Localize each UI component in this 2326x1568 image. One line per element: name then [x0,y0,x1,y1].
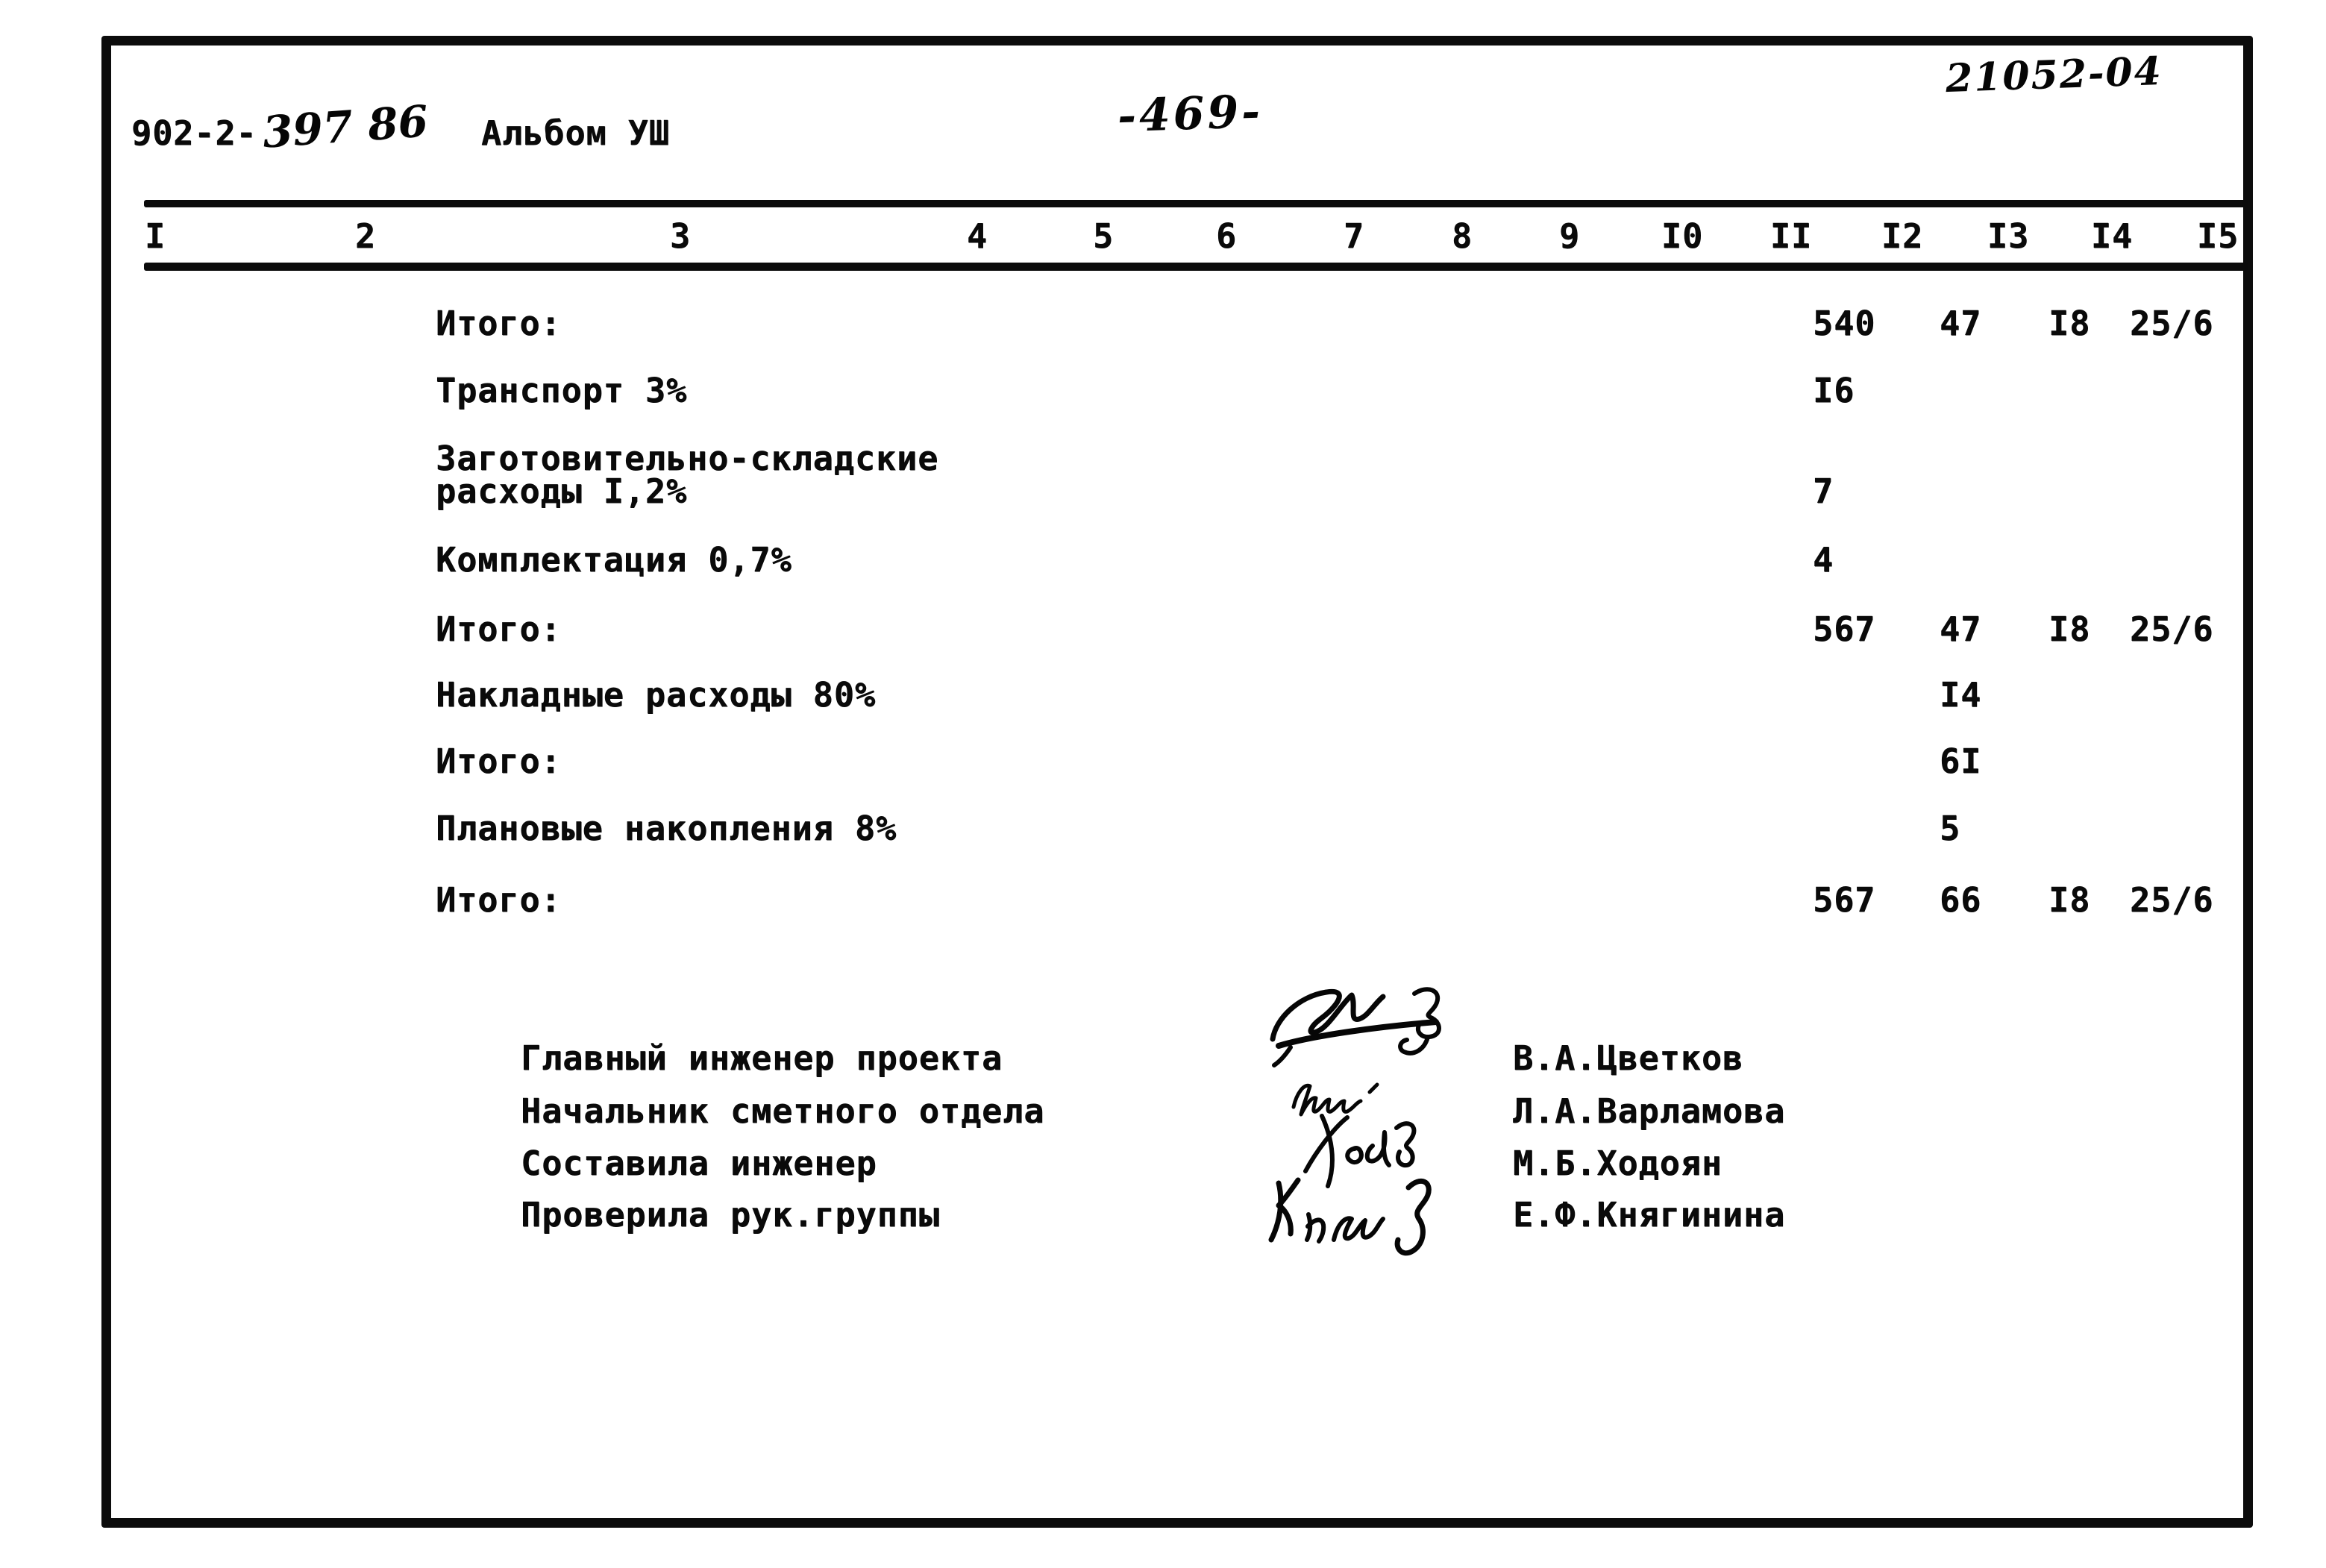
row-label: Комплектация 0,7% [436,540,792,580]
inventory-number: 21052-04 [1945,48,2163,102]
row-value-14: I8 [2048,880,2091,920]
row-value-13: 47 [1940,304,1982,343]
row-label: Итого: [436,741,562,781]
table-row [0,304,2326,378]
row-label: Итого: [436,304,562,343]
page-number: -469- [1116,85,1264,143]
column-header-7: 7 [1343,216,1365,256]
doc-number-typed: 902-2- [131,113,257,153]
row-value-13: 47 [1940,609,1982,649]
row-label: Транспорт 3% [436,371,688,410]
column-header-5: 5 [1092,216,1115,256]
row-label-line2: расходы I,2% [436,471,688,511]
row-value-12: 567 [1813,880,1876,920]
row-value-12: 7 [1813,471,1834,511]
row-value-15: 25/6 [2130,304,2214,343]
signature-role: Начальник сметного отдела [521,1091,1045,1131]
row-label: Итого: [436,609,562,649]
table-row [0,371,2326,445]
table-row [0,675,2326,750]
table-row [0,609,2326,684]
row-label-line1: Заготовительно-складские [436,439,939,478]
signature-scribble-knyaginina [1262,1162,1443,1277]
column-header-9: 9 [1558,216,1581,256]
row-value-13: I4 [1940,675,1982,715]
table-row [0,880,2326,955]
signature-role: Проверила рук.группы [521,1195,940,1235]
column-header-15: I5 [2196,216,2239,256]
row-value-12: 567 [1813,609,1876,649]
row-value-15: 25/6 [2130,880,2214,920]
row-value-12: 4 [1813,540,1834,580]
row-label: Плановые накопления 8% [436,809,897,848]
row-label: Накладные расходы 80% [436,675,876,715]
signature-name: Л.А.Варламова [1513,1091,1786,1131]
album-label: Альбом УШ [481,113,670,153]
column-header-2: 2 [354,216,377,256]
signature-name: Е.Ф.Княгинина [1513,1195,1786,1235]
table-column-headers [0,216,2326,258]
column-header-13: I3 [1987,216,2030,256]
table-row [0,540,2326,615]
column-header-11: II [1769,216,1813,256]
row-value-13: 5 [1940,809,1961,848]
column-header-6: 6 [1215,216,1238,256]
signature-scribble-tsvetkov [1268,983,1455,1068]
row-value-13: 66 [1940,880,1982,920]
table-row [0,741,2326,816]
column-header-14: I4 [2090,216,2134,256]
table-row [0,439,2326,513]
table-header-rule-bottom [144,263,2248,271]
column-header-1: I [144,216,166,256]
row-value-12: I6 [1813,371,1855,410]
signature-role: Составила инженер [521,1144,877,1183]
row-label: Итого: [436,880,562,920]
row-value-13: 6I [1940,741,1982,781]
table-row [0,809,2326,883]
column-header-8: 8 [1451,216,1473,256]
signature-role: Главный инженер проекта [521,1038,1003,1078]
column-header-12: I2 [1881,216,1924,256]
row-value-14: I8 [2048,609,2091,649]
signature-name: М.Б.Ходоян [1513,1144,1722,1183]
doc-number-handwritten: 397 86 [260,95,430,158]
row-value-14: I8 [2048,304,2091,343]
column-header-10: I0 [1661,216,1704,256]
row-value-12: 540 [1813,304,1876,343]
signature-name: В.А.Цветков [1513,1038,1744,1078]
table-header-rule-top [144,200,2248,207]
row-value-15: 25/6 [2130,609,2214,649]
column-header-4: 4 [966,216,988,256]
column-header-3: 3 [669,216,692,256]
